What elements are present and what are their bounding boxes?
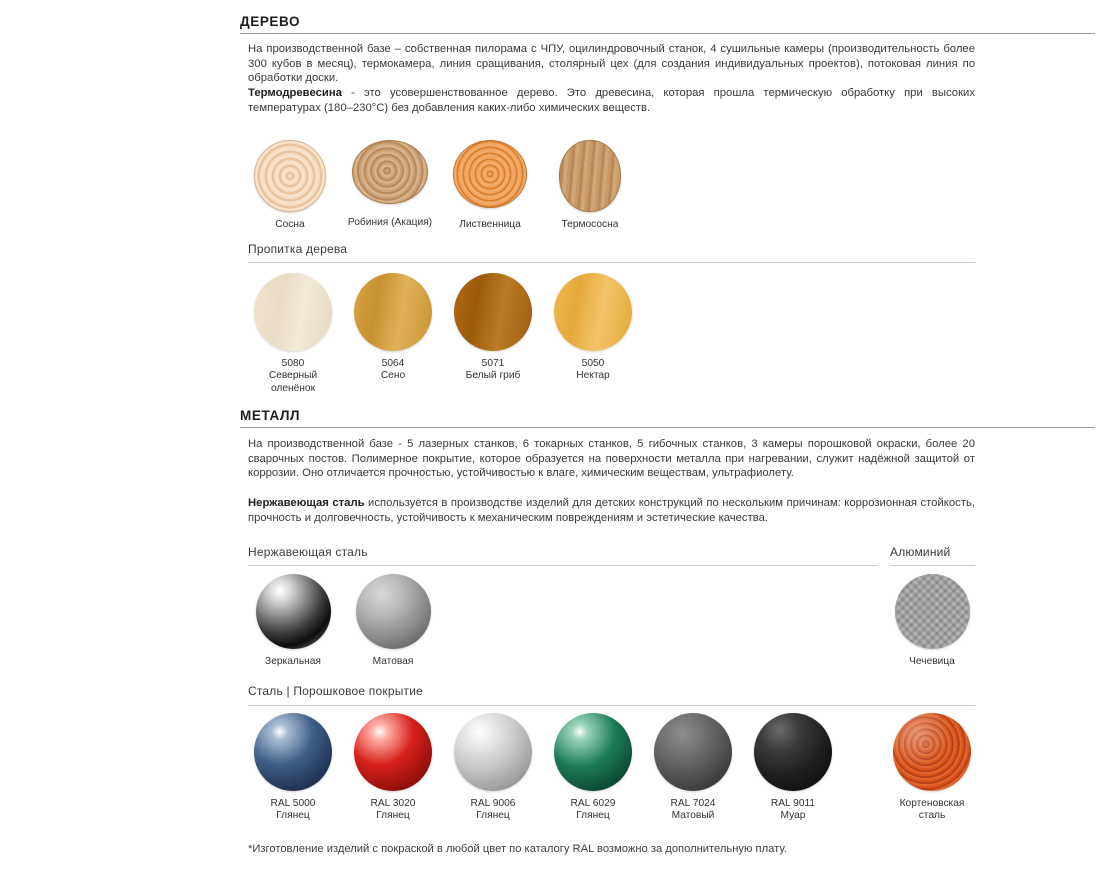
swatch-name-line1: Нектар bbox=[576, 370, 610, 382]
wood-species-row bbox=[240, 140, 640, 231]
swatch-wood-termososna[interactable] bbox=[540, 140, 640, 231]
swatch-label: Сосна bbox=[275, 219, 305, 230]
section-header-metal bbox=[240, 408, 1095, 428]
swatch-label: Термососна bbox=[561, 219, 619, 230]
swatch-label: Чечевица bbox=[909, 656, 955, 667]
section-title-metal: МЕТАЛЛ bbox=[240, 408, 301, 423]
metal-paragraph-2-lead: Нержавеющая сталь bbox=[248, 497, 365, 509]
section-title-wood: ДЕРЕВО bbox=[240, 14, 301, 29]
swatch-ral-9011[interactable] bbox=[743, 713, 843, 823]
swatch-ral-9006[interactable] bbox=[443, 713, 543, 823]
wood-impregnation-row bbox=[243, 273, 643, 395]
swatch-finish: сталь bbox=[918, 810, 946, 822]
swatch-impregnation-5080[interactable] bbox=[243, 273, 343, 395]
wood-paragraph-1: На производственной базе – собственная пилорама с ЧПУ, оцилиндровочный станок, 4 сушильные камеры (производительность более 300 кубов в месяц), термокамера, линия сращивания, столярный цех (для создания индивидуальных проектов), потоковая линия по обработки доски. bbox=[248, 43, 975, 85]
subheading-impregnation: Пропитка дерева bbox=[248, 242, 348, 256]
swatch-finish: Глянец bbox=[476, 810, 510, 822]
swatch-name-line1: Белый гриб bbox=[465, 370, 521, 382]
swatch-code: 5064 bbox=[381, 358, 405, 369]
subheading-powder: Сталь | Порошковое покрытие bbox=[248, 684, 423, 698]
metal-paragraph-2 bbox=[248, 496, 975, 525]
wood-paragraph-2 bbox=[248, 86, 975, 115]
swatch-code: 5080 bbox=[281, 358, 305, 369]
footnote-ral: *Изготовление изделий с покраской в любой цвет по каталогу RAL возможно за дополнительную плату. bbox=[248, 843, 787, 855]
swatch-ral-6029[interactable] bbox=[543, 713, 643, 823]
swatch-code: 5050 bbox=[581, 358, 605, 369]
stainless-row bbox=[243, 574, 443, 668]
swatch-impregnation-5064[interactable] bbox=[343, 273, 443, 395]
swatch-name-line1: Сено bbox=[380, 370, 406, 382]
aluminium-row bbox=[882, 574, 982, 668]
wood-paragraph-2-lead: Термодревесина bbox=[248, 87, 342, 99]
corten-row bbox=[882, 713, 982, 823]
swatch-label: Робиния (Акация) bbox=[347, 217, 433, 228]
swatch-aluminium-lens[interactable] bbox=[882, 574, 982, 668]
subheading-stainless: Нержавеющая сталь bbox=[248, 545, 368, 559]
swatch-ral-3020[interactable] bbox=[343, 713, 443, 823]
swatch-name-line1: Северный bbox=[268, 370, 318, 382]
metal-paragraph-1: На производственной базе - 5 лазерных станков, 6 токарных станков, 5 гибочных станков, 3 камеры порошковой окраски, более 20 сварочных постов. Полимерное покрытие, которое образуется на поверхности металла при нагревании, служит надёжной защитой от коррозии. Оно отличается прочностью, устойчивостью к влаге, химическим веществам, ультрафиолету. bbox=[248, 438, 975, 480]
wood-paragraph-2-text: - это усовершенствованное дерево. Это древесина, которая прошла термическую обработку при высоких температурах (180–230°С) без добавления каких-либо химических веществ. bbox=[248, 87, 975, 114]
swatch-label: Лиственница bbox=[459, 219, 521, 230]
powder-row bbox=[243, 713, 843, 823]
swatch-stainless-mirror[interactable] bbox=[243, 574, 343, 668]
swatch-ral-7024[interactable] bbox=[643, 713, 743, 823]
swatch-stainless-matte[interactable] bbox=[343, 574, 443, 668]
swatch-ral-5000[interactable] bbox=[243, 713, 343, 823]
swatch-finish: Матовый bbox=[671, 810, 715, 822]
swatch-code: RAL 5000 bbox=[270, 798, 316, 809]
metal-paragraph-2-text: используется в производстве изделий для детских конструкций по нескольким причинам: коррозионная стойкость, прочность и долговечность, устойчивость к механическим повреждениям и эстетические качества. bbox=[248, 497, 975, 524]
swatch-wood-robinia[interactable] bbox=[340, 140, 440, 231]
divider-aluminium bbox=[890, 565, 975, 566]
swatch-code: RAL 3020 bbox=[370, 798, 416, 809]
swatch-impregnation-5071[interactable] bbox=[443, 273, 543, 395]
swatch-wood-listvennica[interactable] bbox=[440, 140, 540, 231]
swatch-corten-steel[interactable] bbox=[882, 713, 982, 823]
divider-impregnation bbox=[248, 262, 975, 263]
swatch-finish: Глянец bbox=[276, 810, 310, 822]
swatch-finish: Глянец bbox=[576, 810, 610, 822]
swatch-code: 5071 bbox=[481, 358, 505, 369]
swatch-label: Зеркальная bbox=[265, 656, 321, 667]
swatch-label: Матовая bbox=[372, 656, 414, 667]
section-divider-metal bbox=[240, 427, 1095, 428]
divider-stainless bbox=[248, 565, 878, 566]
swatch-code: Кортеновская bbox=[899, 798, 965, 809]
swatch-finish: Глянец bbox=[376, 810, 410, 822]
swatch-finish: Муар bbox=[780, 810, 806, 822]
section-header-wood bbox=[240, 14, 1095, 34]
swatch-wood-sosna[interactable] bbox=[240, 140, 340, 231]
divider-powder bbox=[248, 705, 975, 706]
swatch-impregnation-5050[interactable] bbox=[543, 273, 643, 395]
section-divider-wood bbox=[240, 33, 1095, 34]
swatch-code: RAL 9006 bbox=[470, 798, 516, 809]
swatch-code: RAL 7024 bbox=[670, 798, 716, 809]
swatch-code: RAL 6029 bbox=[570, 798, 616, 809]
swatch-code: RAL 9011 bbox=[770, 798, 816, 809]
swatch-name-line2: оленёнок bbox=[270, 382, 316, 394]
subheading-aluminium: Алюминий bbox=[890, 545, 951, 559]
